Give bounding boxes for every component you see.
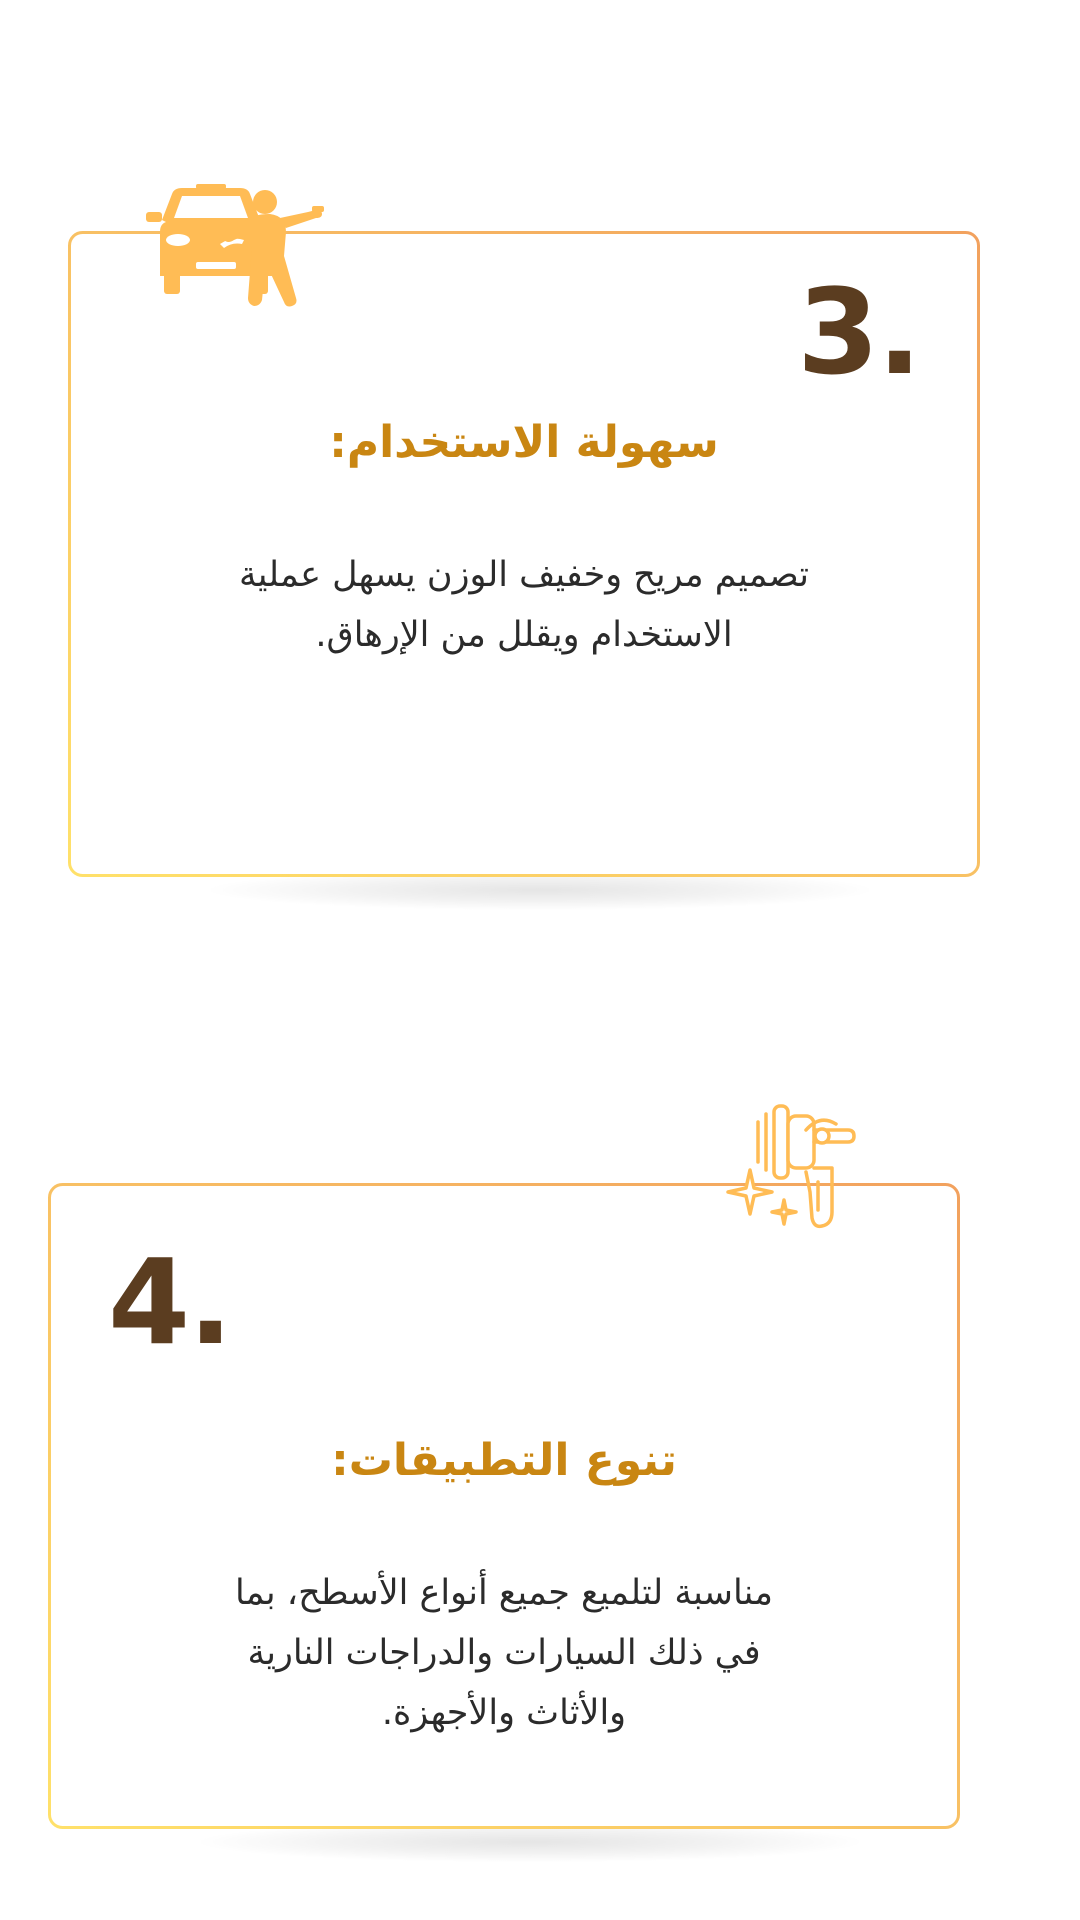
polisher-machine-icon bbox=[720, 1100, 870, 1250]
card-description-line: تصميم مريح وخفيف الوزن يسهل عملية bbox=[239, 555, 809, 595]
card-description-line: والأثاث والأجهزة. bbox=[381, 1693, 627, 1733]
card-description-line: الاستخدام ويقلل من الإرهاق. bbox=[315, 615, 733, 655]
card-description-line: مناسبة لتلميع جميع أنواع الأسطح، بما bbox=[235, 1573, 773, 1613]
card-number: 3. bbox=[797, 263, 920, 401]
car-polishing-icon bbox=[140, 184, 326, 308]
feature-card-ease-of-use bbox=[68, 231, 980, 877]
card-title: تنوع التطبيقات: bbox=[331, 1435, 677, 1486]
card-description bbox=[68, 545, 980, 665]
card-number: 4. bbox=[108, 1233, 231, 1371]
card-title: سهولة الاستخدام: bbox=[329, 417, 719, 468]
card-description-line: في ذلك السيارات والدراجات النارية bbox=[247, 1633, 761, 1673]
card-description bbox=[48, 1563, 960, 1743]
feature-card-versatility bbox=[48, 1183, 960, 1829]
